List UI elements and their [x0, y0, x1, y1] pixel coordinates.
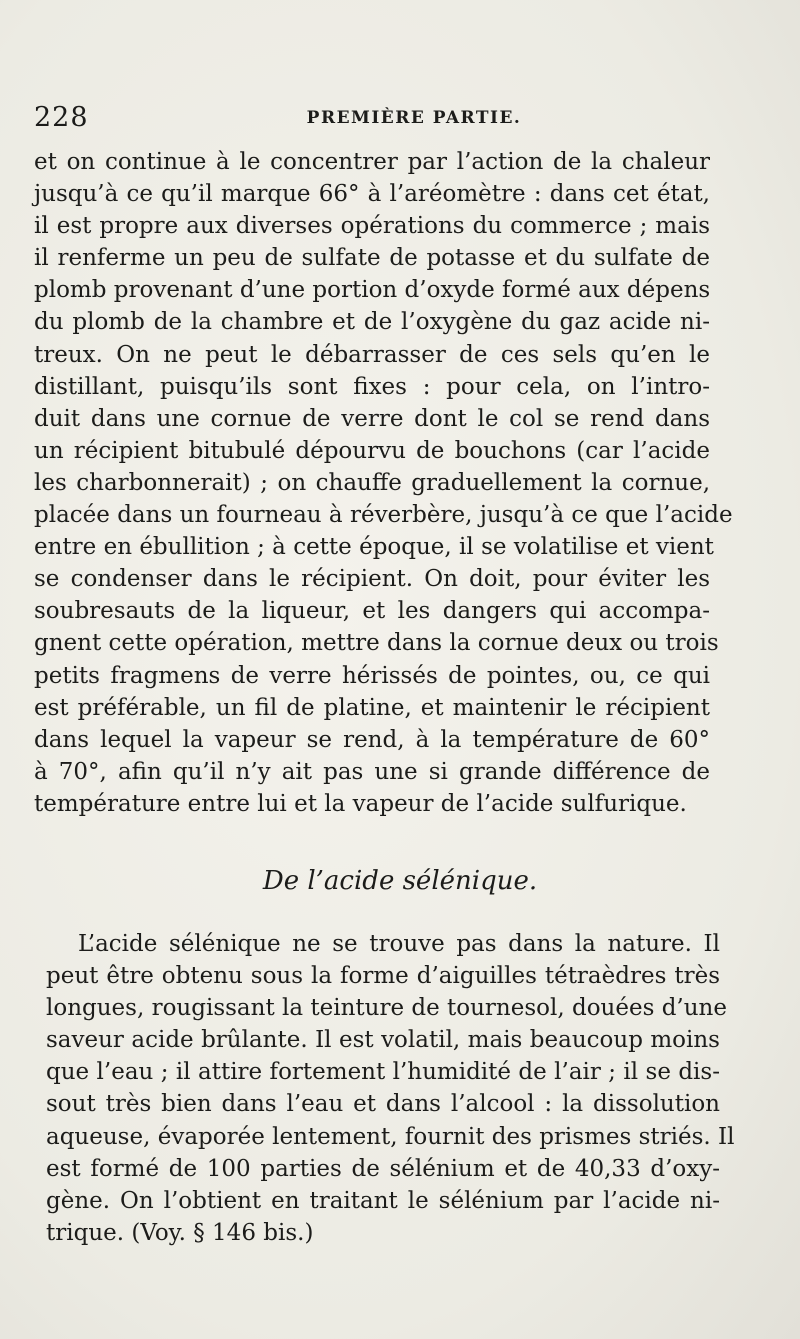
text-line: il renferme un peu de sulfate de potasse et du sulfate de [34, 245, 710, 272]
section-paragraph [46, 928, 735, 1249]
text-line: à 70°, afin qu’il n’y ait pas une si grande différence de [34, 758, 710, 785]
text-line: un récipient bitubulé dépourvu de bouchons (car l’acide [34, 437, 710, 464]
text-line: gène. On l’obtient en traitant le sélénium par l’acide ni- [46, 1187, 720, 1214]
text-line: trique. (Voy. § 146 bis.) [46, 1219, 314, 1246]
text-line: du plomb de la chambre et de l’oxygène du gaz acide ni- [34, 309, 710, 336]
text-line: duit dans une cornue de verre dont le col se rend dans [34, 405, 710, 432]
text-line: entre en ébullition ; à cette époque, il se volatilise et vient [34, 534, 714, 561]
text-line: est formé de 100 parties de sélénium et de 40,33 d’oxy- [46, 1155, 720, 1182]
text-line: longues, rougissant la teinture de tournesol, douées d’une [46, 995, 727, 1022]
text-line: dans lequel la vapeur se rend, à la température de 60° [34, 726, 710, 753]
text-line: distillant, puisqu’ils sont fixes : pour cela, on l’intro- [34, 373, 710, 400]
text-line: soubresauts de la liqueur, et les dangers qui accompa- [34, 598, 710, 625]
text-line: température entre lui et la vapeur de l’acide sulfurique. [34, 790, 687, 817]
paragraph-continued [34, 146, 733, 820]
text-line: il est propre aux diverses opérations du commerce ; mais [34, 213, 710, 240]
text-line: que l’eau ; il attire fortement l’humidité de l’air ; il se dis- [46, 1059, 720, 1086]
text-line: petits fragmens de verre hérissés de pointes, ou, ce qui [34, 662, 710, 689]
page-number: 228 [34, 102, 89, 133]
text-line: se condenser dans le récipient. On doit, pour éviter les [34, 566, 710, 593]
text-line: et on continue à le concentrer par l’action de la chaleur [34, 149, 710, 175]
text-line: jusqu’à ce qu’il marque 66° à l’aréomètre : dans cet état, [34, 181, 710, 208]
text-line: est préférable, un fil de platine, et maintenir le récipient [34, 694, 710, 721]
text-line: sout très bien dans l’eau et dans l’alcool : la dissolution [46, 1091, 720, 1118]
text-line: placée dans un fourneau à réverbère, jusqu’à ce que l’acide [34, 502, 733, 529]
text-line: aqueuse, évaporée lentement, fournit des prismes striés. Il [46, 1123, 735, 1150]
running-head: PREMIÈRE PARTIE. [306, 108, 522, 128]
page-header [34, 102, 734, 138]
text-line: gnent cette opération, mettre dans la cornue deux ou trois [34, 630, 719, 657]
text-line: L’acide sélénique ne se trouve pas dans la nature. Il [78, 931, 720, 957]
text-line: peut être obtenu sous la forme d’aiguilles tétraèdres très [46, 963, 720, 990]
text-line: saveur acide brûlante. Il est volatil, mais beaucoup moins [46, 1027, 720, 1054]
section-heading: De l’acide sélénique. [262, 866, 538, 896]
text-line: les charbonnerait) ; on chauffe graduellement la cornue, [34, 469, 710, 496]
text-line: treux. On ne peut le débarrasser de ces sels qu’en le [34, 341, 710, 368]
text-line: plomb provenant d’une portion d’oxyde formé aux dépens [34, 277, 711, 304]
